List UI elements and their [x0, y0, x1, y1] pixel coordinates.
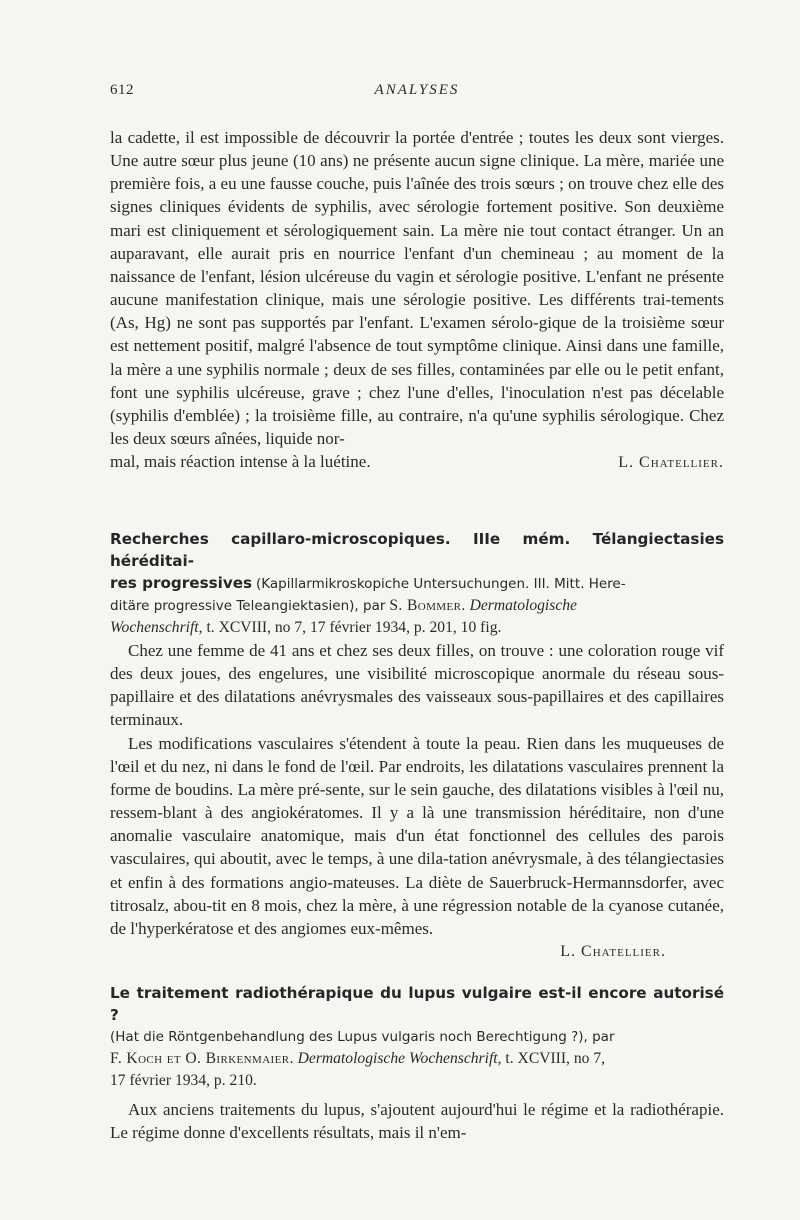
article-lupus-journal: Dermatologische Wochenschrift, — [297, 1050, 502, 1067]
article-telangiectasies-journal-cont: Wochenschrift, — [110, 619, 203, 636]
article-lupus-volume: t. XCVIII, no 7, — [505, 1050, 606, 1067]
article-continuation-body: la cadette, il est impossible de découvrir la portée d'entrée ; toutes les deux sont vierges. Une autre sœur plus jeune (10 ans) ne présente aucun signe clinique. La mère, mariée une première fois, a eu une fausse couche, puis l'aînée des trois sœurs ; on trouve chez elle des signes cliniques évidents de syphilis, avec sérologie fortement positive. Son deuxième mari est cliniquement et sérologiquement sain. La mère nie tout contact étranger. Un an auparavant, elle aurait pris en nourrice l'enfant d'un chemineau ; au moment de la naissance de l'enfant, lésion ulcéreuse du vagin et sérologie positive. L'enfant ne présente aucune manifestation clinique, mais une sérologie positive. Les différents trai-tements (As, Hg) ne sont pas supportés par l'enfant. L'examen sérolo-gique de la troisième sœur est nettement positif, malgré l'absence de tout symptôme clinique. Ainsi dans une famille, la mère a une syphilis normale ; deux de ses filles, contaminées par elle ou le petit enfant, font une syphilis ulcéreuse, grave ; chez l'une d'elles, l'inoculation n'est pas décelable (syphilis d'emblée) ; la troisième fille, au contraire, n'a qu'une syphilis sérologique. Chez les deux sœurs aînées, liquide nor- — [110, 128, 724, 449]
article-telangiectasies-title-line-1: Recherches capillaro-microscopiques. IIIe mém. Télangiectasies héréditai- — [110, 530, 724, 570]
article-telangiectasies — [110, 528, 724, 963]
article-continuation-signature: L. Chatellier. — [618, 454, 724, 472]
article-telangiectasies-volume: t. XCVIII, no 7, 17 février 1934, p. 201, 10 fig. — [206, 619, 502, 636]
article-lupus-citation-line-3 — [110, 1048, 724, 1070]
article-continuation-last-line — [110, 450, 724, 474]
article-telangiectasies-author: S. Bommer. — [389, 597, 466, 614]
article-telangiectasies-title-bold: res progressives — [110, 574, 253, 592]
article-telangiectasies-signature: L. Chatellier. — [560, 943, 666, 961]
article-continuation-last-text: mal, mais réaction intense à la luétine. — [110, 452, 371, 472]
article-lupus-paragraph-1: Aux anciens traitements du lupus, s'ajoutent aujourd'hui le régime et la radiothérapie. Le régime donne d'excellents résultats, mais il n'em- — [110, 1100, 724, 1143]
article-continuation — [110, 126, 724, 474]
article-telangiectasies-citation-line-4 — [110, 617, 724, 639]
article-lupus-citation-line-2 — [110, 1026, 724, 1048]
page-header — [110, 82, 724, 104]
page-number: 612 — [110, 82, 134, 98]
article-lupus-title: Le traitement radiothérapique du lupus vulgaire est-il encore autorisé ? — [110, 984, 724, 1024]
running-title: ANALYSES — [374, 82, 460, 98]
article-lupus-german-title: (Hat die Röntgenbehandlung des Lupus vulgaris noch Berechtigung ?), par — [110, 1029, 615, 1045]
article-telangiectasies-paragraph-1: Chez une femme de 41 ans et chez ses deux filles, on trouve : une coloration rouge vif des deux joues, des engelures, une visibilité microscopique anormale du réseau sous-papillaire et des dilatations anévrysmales des vaisseaux sous-papillaires et des capillaires terminaux. — [110, 641, 724, 730]
article-lupus-citation-line-4: 17 février 1934, p. 210. — [110, 1072, 257, 1089]
article-telangiectasies-citation-line-3 — [110, 595, 724, 617]
article-telangiectasies-german-title: (Kapillarmikroskopiche Untersuchungen. III. Mitt. Here- — [256, 576, 626, 592]
article-lupus — [110, 982, 724, 1144]
article-telangiectasies-title-line-2 — [110, 572, 724, 595]
article-telangiectasies-journal: Dermatologische — [469, 597, 577, 614]
article-telangiectasies-paragraph-2: Les modifications vasculaires s'étendent à toute la peau. Rien dans les muqueuses de l'œil et du nez, ni dans le fond de l'œil. Par endroits, les dilatations vasculaires prennent la forme de boudins. La mère pré-sente, sur le sein gauche, des dilatations visibles à l'œil nu, ressem-blant à des angiokératomes. Il y a là une transmission héréditaire, non d'une anomalie vasculaire anatomique, mais d'un état fonctionnel des cellules des parois vasculaires, qui aboutit, avec le temps, à une dila-tation anévrysmale, à des télangiectasies et enfin à des formations angio-mateuses. La diète de Sauerbruck-Hermannsdorfer, avec titrosalz, abou-tit en 8 mois, chez la mère, à une régression notable de la cyanose cutanée, de l'hyperkératose et des angiomes eux-mêmes. — [110, 733, 724, 938]
article-telangiectasies-german-title-end: ditäre progressive Teleangiektasien), par — [110, 598, 386, 614]
article-lupus-authors: F. Koch et O. Birkenmaier. — [110, 1050, 294, 1067]
